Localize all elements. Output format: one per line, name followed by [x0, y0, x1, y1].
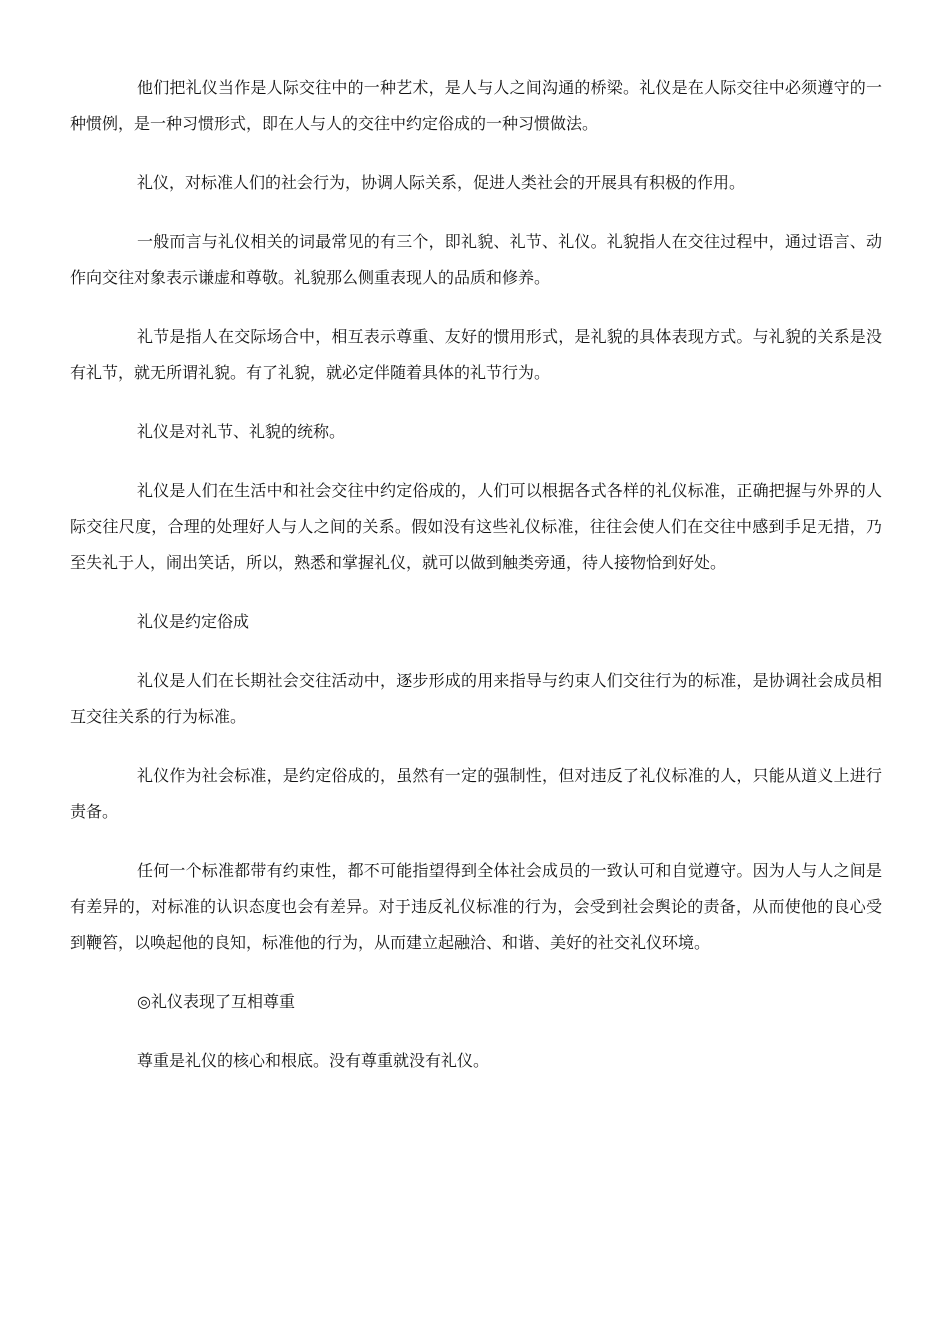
paragraph-4: 礼节是指人在交际场合中，相互表示尊重、友好的惯用形式，是礼貌的具体表现方式。与礼貌的关系是没有礼节，就无所谓礼貌。有了礼貌，就必定伴随着具体的礼节行为。 [70, 327, 882, 382]
section-heading-convention: 礼仪是约定俗成 [137, 612, 250, 631]
paragraph-10: 任何一个标准都带有约束性，都不可能指望得到全体社会成员的一致认可和自觉遵守。因为人与人之间是有差异的，对标准的认识态度也会有差异。对于违反礼仪标准的行为，会受到社会舆论的责备，从而使他的良心受到鞭笞，以唤起他的良知，标准他的行为，从而建立起融洽、和谐、美好的社交礼仪环境。 [70, 861, 882, 952]
paragraph-2: 礼仪，对标准人们的社会行为，协调人际关系，促进人类社会的开展具有积极的作用。 [137, 173, 746, 192]
section-heading-respect: ◎礼仪表现了互相尊重 [137, 992, 295, 1011]
paragraph-1: 他们把礼仪当作是人际交往中的一种艺术，是人与人之间沟通的桥梁。礼仪是在人际交往中必须遵守的一种惯例，是一种习惯形式，即在人与人的交往中约定俗成的一种习惯做法。 [70, 78, 882, 133]
paragraph-12: 尊重是礼仪的核心和根底。没有尊重就没有礼仪。 [137, 1051, 490, 1070]
paragraph-8: 礼仪是人们在长期社会交往活动中，逐步形成的用来指导与约束人们交往行为的标准，是协调社会成员相互交往关系的行为标准。 [70, 671, 882, 726]
paragraph-6: 礼仪是人们在生活中和社会交往中约定俗成的，人们可以根据各式各样的礼仪标准，正确把握与外界的人际交往尺度，合理的处理好人与人之间的关系。假如没有这些礼仪标准，往往会使人们在交往中感到手足无措，乃至失礼于人，闹出笑话，所以，熟悉和掌握礼仪，就可以做到触类旁通，待人接物恰到好处。 [70, 481, 882, 572]
paragraph-9: 礼仪作为社会标准，是约定俗成的，虽然有一定的强制性，但对违反了礼仪标准的人，只能从道义上进行责备。 [70, 766, 882, 821]
document-page [70, 70, 882, 1102]
paragraph-3: 一般而言与礼仪相关的词最常见的有三个，即礼貌、礼节、礼仪。礼貌指人在交往过程中，通过语言、动作向交往对象表示谦虚和尊敬。礼貌那么侧重表现人的品质和修养。 [70, 232, 882, 287]
paragraph-5: 礼仪是对礼节、礼貌的统称。 [137, 422, 346, 441]
